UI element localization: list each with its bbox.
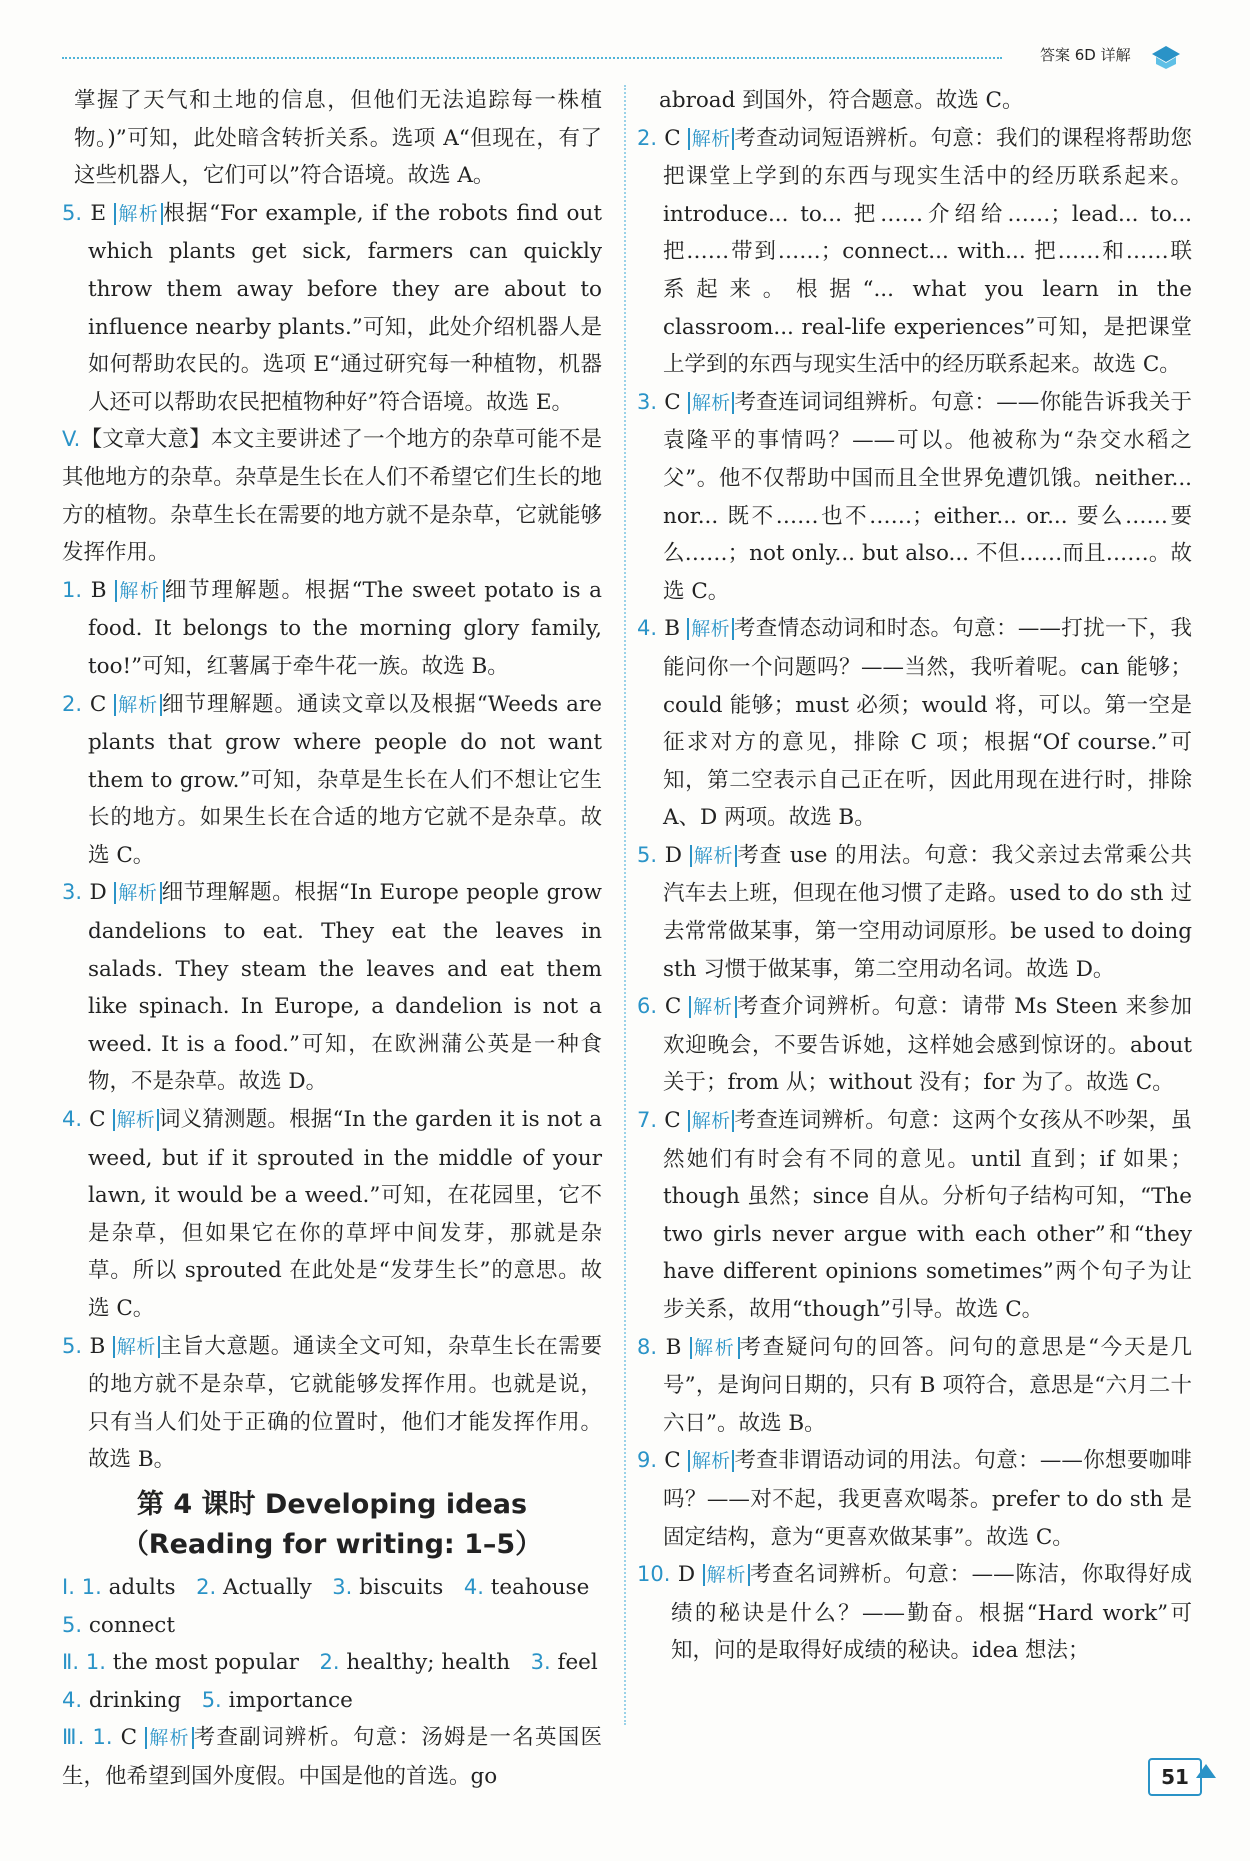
item-number: 2.: [637, 125, 658, 150]
section-3-answers: [62, 1719, 602, 1795]
paragraph-continued: abroad 到国外，符合题意。故选 C。: [659, 88, 1024, 113]
item-number: 4.: [62, 1107, 83, 1132]
section-text: 【文章大意】本文主要讲述了一个地方的杂草可能不是其他地方的杂草。杂草是生长在人们不希望它们生长的地方的植物。杂草生长在需要的地方就不是杂草，它就能够发挥作用。: [62, 427, 602, 566]
answer-explanation: 词义猜测题。根据“In the garden it is not a weed, but if it sprouted in the middle of your lawn, it would be a weed.”可知，在花园里，它不是杂草，但如果它在你的草坪中间发芽，那就是杂草。所以 sprouted 在此处是“发芽生长”的意思。故选 C。: [88, 1107, 602, 1321]
item-number: 5.: [637, 842, 658, 867]
answer-explanation: 根据“For example, if the robots find out which plants get sick, farmers can quickly throw them away before they are about to influence nearby plants.”可知，此处介绍机器人是如何帮助农民的。选项 E“通过研究每一种植物，机器人还可以帮助农民把植物种好”符合语境。故选 E。: [88, 200, 602, 415]
answer-letter: C: [664, 389, 681, 415]
answer-word: adults: [108, 1574, 176, 1600]
section-1-answers: [62, 1569, 602, 1644]
analysis-tag: 解析: [113, 1109, 159, 1131]
analysis-tag: 解析: [688, 392, 735, 414]
answer-word: Actually: [223, 1574, 312, 1600]
header-label: 答案 6D 详解: [1040, 46, 1131, 64]
item-number: 7.: [637, 1108, 658, 1133]
answer-item: [637, 120, 1192, 384]
lesson-title-sub: （Reading for writing: 1–5）: [121, 1528, 543, 1560]
item-number: 4.: [463, 1574, 484, 1599]
answer-letter: B: [89, 1333, 106, 1359]
item-number: 1.: [62, 577, 83, 602]
section-number: Ⅰ.: [62, 1574, 75, 1599]
analysis-tag: 解析: [690, 845, 738, 867]
answer-letter: D: [677, 1562, 696, 1588]
answer-letter: C: [664, 1448, 681, 1474]
answer-explanation: 考查疑问句的回答。问句的意思是“今天是几号”，是询问日期的，只有 B 项符合，意思是“六月二十六日”。故选 B。: [663, 1334, 1192, 1436]
answer-letter: C: [89, 691, 107, 717]
answer-explanation: 考查连词辨析。句意：这两个女孩从不吵架，虽然她们有时会有不同的意见。until 直到；if 如果；though 虽然；since 自从。分析句子结构可知，“The two girls never argue with each other”和“they have different opinions sometimes”两个句子为让步关系，故用“though”引导。故选 C。: [663, 1108, 1192, 1322]
answer-item: [637, 610, 1192, 837]
section-number: Ⅲ.: [62, 1725, 85, 1750]
answer-letter: C: [664, 125, 681, 151]
item-number: 5.: [62, 1612, 83, 1637]
answer-word: feel: [557, 1650, 598, 1676]
analysis-tag: 解析: [688, 128, 735, 150]
item-number: 3.: [530, 1650, 551, 1675]
answer-word: biscuits: [359, 1574, 444, 1600]
answer-word: connect: [88, 1612, 175, 1638]
answer-letter: C: [89, 1107, 106, 1133]
analysis-tag: 解析: [114, 694, 162, 716]
item-number: 9.: [637, 1448, 658, 1473]
answer-explanation: 考查非谓语动词的用法。句意：——你想要咖啡吗？——对不起，我更喜欢喝茶。prefer to do sth 是固定结构，意为“更喜欢做某事”。故选 C。: [663, 1448, 1192, 1550]
answer-letter: B: [664, 616, 681, 642]
item-number: 5.: [62, 200, 83, 225]
item-number: 4.: [637, 616, 658, 641]
answer-explanation: 细节理解题。根据“The sweet potato is a food. It belongs to the morning glory family, too!”可知，红薯属于牵牛花一族。故选 B。: [88, 577, 602, 679]
answer-word: teahouse: [490, 1574, 590, 1600]
answer-item: [637, 384, 1192, 611]
answer-word: healthy; health: [346, 1650, 511, 1676]
analysis-tag: 解析: [145, 1727, 194, 1749]
analysis-tag: 解析: [703, 1564, 750, 1586]
header-rule: [62, 57, 1002, 59]
item-number: 3.: [637, 389, 658, 414]
section-summary: [62, 421, 602, 571]
page-number: 51: [1148, 1758, 1202, 1796]
answer-item: [62, 1328, 602, 1479]
analysis-tag: 解析: [687, 618, 734, 640]
analysis-tag: 解析: [689, 996, 737, 1018]
answer-item: [637, 988, 1192, 1102]
analysis-tag: 解析: [690, 1337, 739, 1359]
left-column: [62, 82, 602, 1796]
answer-item: [62, 572, 602, 686]
answer-explanation: 考查情态动词和时态。句意：——打扰一下，我能问你一个问题吗？——当然，我听着呢。can 能够；could 能够；must 必须；would 将，可以。第一空是征求对方的意见，排除 C 项；根据“Of course.”可知，第二空表示自己正在听，因此用现在进行时，排除 A、D 两项。故选 B。: [663, 616, 1192, 831]
answer-item: [62, 686, 602, 875]
item-number: 10.: [637, 1562, 671, 1587]
answer-explanation: 考查动词短语辨析。句意：我们的课程将帮助您把课堂上学到的东西与现实生活中的经历联系起来。introduce... to... 把……介绍给……；lead... to... 把……带到……；connect... with... 把……和……联系起来。根据“... what you learn in the classroom... real-life experiences”可知，是把课堂上学到的东西与现实生活中的经历联系起来。故选 C。: [663, 125, 1192, 378]
analysis-tag: 解析: [114, 882, 161, 904]
item-number: 1.: [92, 1725, 113, 1750]
answer-explanation: 考查介词辨析。句意：请带 Ms Steen 来参加欢迎晚会，不要告诉她，这样她会感到惊讶的。about 关于；from 从；without 没有；for 为了。故选 C。: [663, 994, 1192, 1096]
item-number: 8.: [637, 1334, 658, 1359]
answer-letter: C: [664, 1108, 681, 1134]
answer-explanation: 考查 use 的用法。句意：我父亲过去常乘公共汽车去上班，但现在他习惯了走路。used to do sth 过去常常做某事，第一空用动词原形。be used to doing sth 习惯于做某事，第二空用动名词。故选 D。: [663, 842, 1192, 982]
answer-item: [637, 1442, 1192, 1556]
answer-letter: D: [664, 842, 682, 868]
answer-letter: B: [90, 577, 107, 603]
paragraph-continued: 掌握了天气和土地的信息，但他们无法追踪每一株植物。)”可知，此处暗含转折关系。选项 A“但现在，有了这些机器人，它们可以”符合语境。故选 A。: [74, 88, 602, 189]
answer-explanation: 考查名词辨析。句意：——陈洁，你取得好成绩的秘诀是什么？——勤奋。根据“Hard work”可知，问的是取得好成绩的秘诀。idea 想法；: [671, 1562, 1192, 1664]
answer-item: [637, 1102, 1192, 1329]
lesson-title-main: 第 4 课时 Developing ideas: [136, 1488, 528, 1520]
answer-letter: E: [90, 200, 107, 226]
item-number: 1.: [85, 1650, 106, 1675]
answer-letter: C: [664, 994, 682, 1020]
book-icon: [1150, 42, 1182, 70]
item-number: 2.: [196, 1574, 217, 1599]
answer-word: importance: [228, 1687, 353, 1713]
answer-word: the most popular: [112, 1650, 299, 1676]
answer-item: [637, 837, 1192, 988]
answer-item: [62, 195, 602, 422]
item-number: 2.: [319, 1650, 340, 1675]
page-arrow-icon: [1196, 1764, 1216, 1778]
item-number: 3.: [332, 1574, 353, 1599]
answer-letter: D: [89, 880, 107, 906]
section-number: V.: [62, 427, 81, 452]
analysis-tag: 解析: [115, 580, 165, 602]
answer-item: [637, 1329, 1192, 1443]
item-number: 3.: [62, 880, 83, 905]
answer-explanation: 细节理解题。根据“In Europe people grow dandelions to eat. They eat the leaves in salads. They steam the leaves and eat them like spinach. In Europe, a dandelion is not a weed. It is a food.”可知，在欧洲蒲公英是一种食物，不是杂草。故选 D。: [88, 880, 602, 1095]
section-2-answers: [62, 1644, 602, 1719]
lesson-title: [62, 1485, 602, 1565]
item-number: 5.: [201, 1687, 222, 1712]
analysis-tag: 解析: [688, 1110, 735, 1132]
analysis-tag: 解析: [113, 1336, 160, 1358]
answer-item: [62, 874, 602, 1101]
analysis-tag: 解析: [114, 203, 163, 225]
column-divider: [624, 85, 626, 1725]
answer-explanation: 考查连词词组辨析。句意：——你能告诉我关于袁隆平的事情吗？——可以。他被称为“杂交水稻之父”。他不仅帮助中国而且全世界免遭饥饿。neither... nor... 既不……也不……；either... or... 要么……要么……；not only... but also... 不但……而且……。故选 C。: [663, 389, 1192, 604]
item-number: 4.: [62, 1687, 83, 1712]
answer-explanation: 主旨大意题。通读全文可知，杂草生长在需要的地方就不是杂草，它就能够发挥作用。也就是说，只有当人们处于正确的位置时，他们才能发挥作用。故选 B。: [88, 1333, 602, 1473]
right-column: [637, 82, 1192, 1670]
answer-item: [62, 1101, 602, 1328]
item-number: 1.: [81, 1574, 102, 1599]
item-number: 5.: [62, 1333, 83, 1358]
answer-explanation: 细节理解题。通读文章以及根据“Weeds are plants that grow where people do not want them to grow.”可知，杂草是生长在人们不想让它生长的地方。如果生长在合适的地方它就不是杂草。故选 C。: [88, 691, 602, 868]
answer-item: [637, 1556, 1192, 1670]
item-number: 2.: [62, 691, 83, 716]
analysis-tag: 解析: [688, 1450, 735, 1472]
item-number: 6.: [637, 994, 658, 1019]
answer-letter: B: [665, 1334, 682, 1360]
answer-letter: C: [120, 1725, 138, 1751]
section-number: Ⅱ.: [62, 1650, 80, 1675]
answer-explanation: 考查副词辨析。句意：汤姆是一名英国医生，他希望到国外度假。中国是他的首选。go: [62, 1725, 602, 1789]
answer-word: drinking: [88, 1687, 182, 1713]
